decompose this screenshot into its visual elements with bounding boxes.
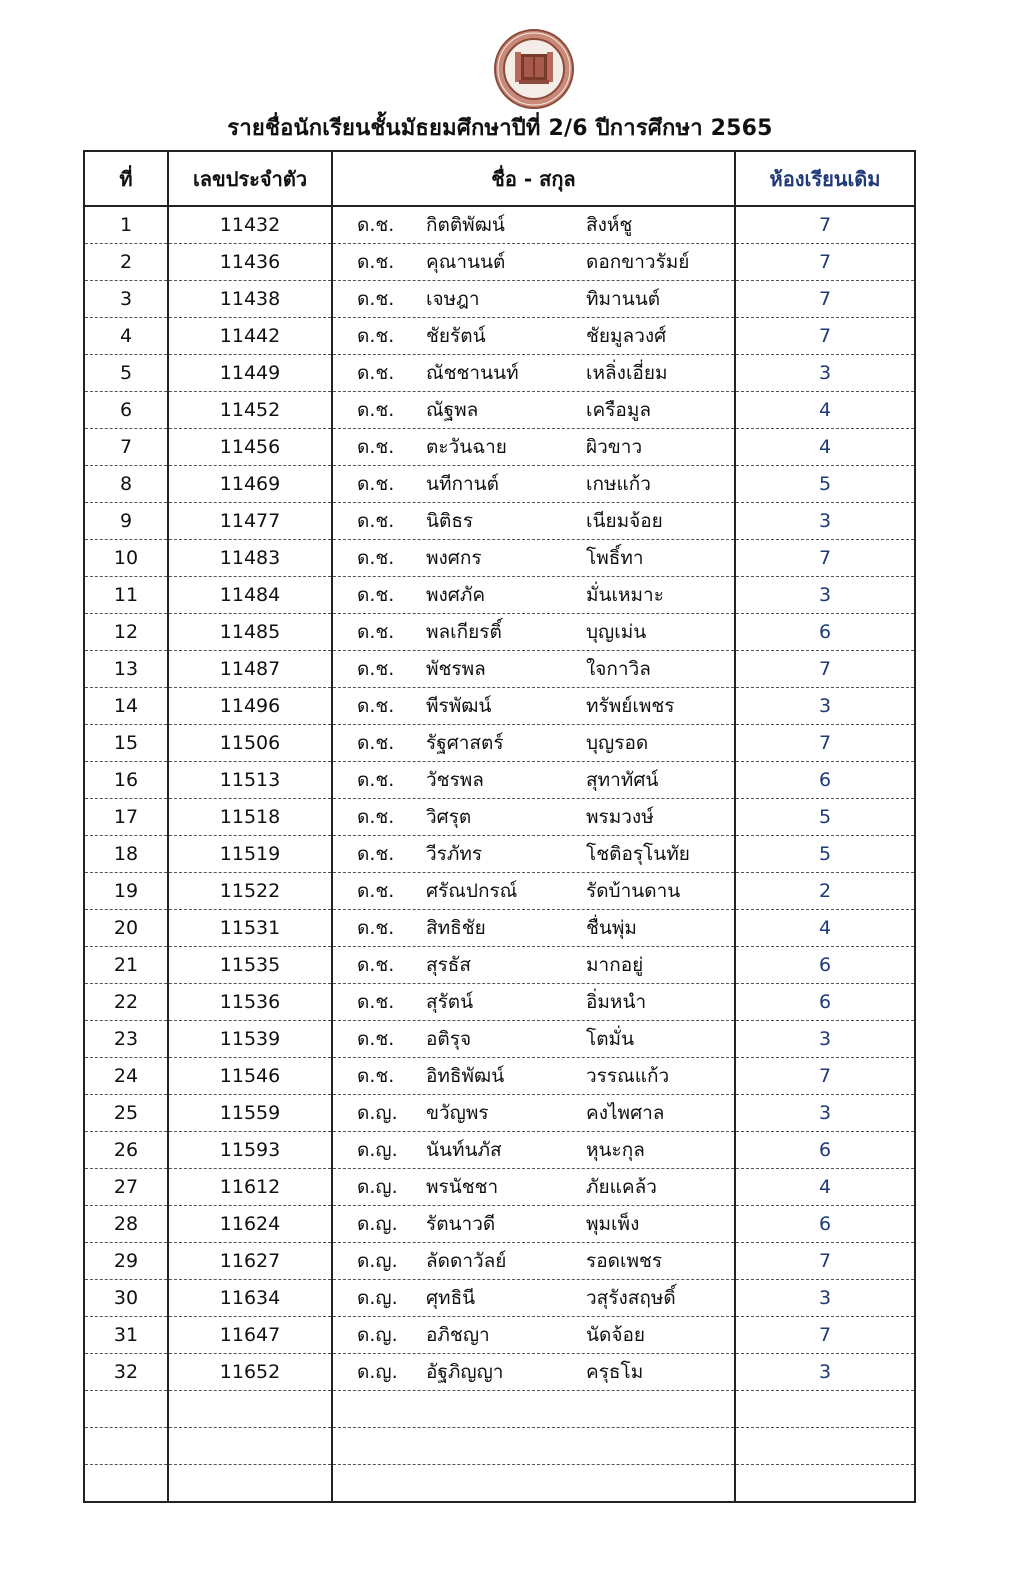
first-name: คุณานนต์	[426, 251, 506, 273]
first-name: สุรธัส	[426, 954, 471, 976]
last-name: พุมเพ็ง	[586, 1213, 640, 1235]
table-row	[84, 244, 915, 281]
last-name: วสุรังสฤษดิ์	[586, 1287, 676, 1309]
last-name: มากอยู่	[586, 954, 644, 976]
original-room: 7	[735, 540, 915, 577]
header-name: ชื่อ - สกุล	[332, 151, 735, 206]
name-prefix: ด.ช.	[357, 1065, 395, 1087]
original-room: 5	[735, 799, 915, 836]
student-id: 11452	[168, 392, 332, 429]
last-name: เครือมูล	[586, 399, 651, 421]
table-row	[84, 1206, 915, 1243]
first-name: นทีกานต์	[426, 473, 500, 495]
original-room: 4	[735, 910, 915, 947]
table-row	[84, 429, 915, 466]
last-name: หุนะกุล	[586, 1139, 645, 1161]
blank-row	[84, 1428, 915, 1465]
original-room: 7	[735, 725, 915, 762]
table-row	[84, 1169, 915, 1206]
name-prefix: ด.ช.	[357, 880, 395, 902]
last-name: สุทาทัศน์	[586, 769, 659, 791]
student-name	[332, 503, 735, 540]
name-prefix: ด.ช.	[357, 732, 395, 754]
student-name	[332, 244, 735, 281]
student-name	[332, 762, 735, 799]
original-room: 6	[735, 984, 915, 1021]
student-name	[332, 651, 735, 688]
original-room: 7	[735, 206, 915, 244]
student-id: 11485	[168, 614, 332, 651]
last-name: โพธิ์ทา	[586, 547, 644, 569]
original-room: 6	[735, 1206, 915, 1243]
student-id: 11483	[168, 540, 332, 577]
student-id: 11496	[168, 688, 332, 725]
first-name: อัฐภิญญา	[426, 1361, 504, 1383]
table-row	[84, 836, 915, 873]
last-name: ดอกขาวรัมย์	[586, 251, 690, 273]
original-room: 7	[735, 1317, 915, 1354]
name-prefix: ด.ญ.	[357, 1250, 398, 1272]
student-id: 11627	[168, 1243, 332, 1280]
row-number: 11	[84, 577, 168, 614]
student-id: 11518	[168, 799, 332, 836]
last-name: ครุธโม	[586, 1361, 644, 1383]
student-id: 11513	[168, 762, 332, 799]
table-row	[84, 1280, 915, 1317]
blank-cell	[84, 1465, 168, 1503]
name-prefix: ด.ช.	[357, 362, 395, 384]
last-name: นัดจ้อย	[586, 1324, 646, 1346]
student-name	[332, 206, 735, 244]
name-prefix: ด.ช.	[357, 288, 395, 310]
blank-cell	[332, 1465, 735, 1503]
first-name: สิทธิชัย	[426, 917, 486, 939]
blank-cell	[332, 1391, 735, 1428]
row-number: 7	[84, 429, 168, 466]
original-room: 6	[735, 1132, 915, 1169]
blank-cell	[168, 1391, 332, 1428]
student-id: 11519	[168, 836, 332, 873]
student-id: 11536	[168, 984, 332, 1021]
row-number: 12	[84, 614, 168, 651]
table-row	[84, 540, 915, 577]
name-prefix: ด.ช.	[357, 547, 395, 569]
student-name	[332, 318, 735, 355]
row-number: 22	[84, 984, 168, 1021]
row-number: 5	[84, 355, 168, 392]
blank-cell	[735, 1428, 915, 1465]
table-row	[84, 1058, 915, 1095]
row-number: 14	[84, 688, 168, 725]
table-row	[84, 614, 915, 651]
first-name: เจษฎา	[426, 288, 480, 310]
last-name: สิงห์ชู	[586, 214, 633, 236]
first-name: ศรัณปกรณ์	[426, 880, 518, 902]
original-room: 3	[735, 503, 915, 540]
last-name: โชติอรุโนทัย	[586, 843, 690, 865]
name-prefix: ด.ช.	[357, 399, 395, 421]
name-prefix: ด.ช.	[357, 214, 395, 236]
last-name: รัดบ้านดาน	[586, 880, 681, 902]
original-room: 4	[735, 1169, 915, 1206]
student-name	[332, 873, 735, 910]
table-row	[84, 799, 915, 836]
table-row	[84, 1095, 915, 1132]
row-number: 17	[84, 799, 168, 836]
row-number: 19	[84, 873, 168, 910]
last-name: ใจกาวิล	[586, 658, 651, 680]
student-name	[332, 281, 735, 318]
row-number: 3	[84, 281, 168, 318]
student-id: 11634	[168, 1280, 332, 1317]
table-row	[84, 725, 915, 762]
first-name: พลเกียรติ์	[426, 621, 502, 643]
table-row	[84, 1243, 915, 1280]
name-prefix: ด.ช.	[357, 917, 395, 939]
last-name: เหลิ่งเอี่ยม	[586, 362, 668, 384]
table-row	[84, 1132, 915, 1169]
table-row	[84, 1317, 915, 1354]
row-number: 20	[84, 910, 168, 947]
original-room: 2	[735, 873, 915, 910]
student-name	[332, 1132, 735, 1169]
last-name: ภัยแคล้ว	[586, 1176, 657, 1198]
student-name	[332, 910, 735, 947]
row-number: 28	[84, 1206, 168, 1243]
blank-cell	[168, 1465, 332, 1503]
student-name	[332, 984, 735, 1021]
row-number: 29	[84, 1243, 168, 1280]
student-id: 11449	[168, 355, 332, 392]
student-id: 11593	[168, 1132, 332, 1169]
original-room: 3	[735, 1280, 915, 1317]
student-name	[332, 540, 735, 577]
student-id: 11456	[168, 429, 332, 466]
last-name: อิ่มหนำ	[586, 991, 647, 1013]
student-id: 11647	[168, 1317, 332, 1354]
student-name	[332, 836, 735, 873]
row-number: 10	[84, 540, 168, 577]
name-prefix: ด.ช.	[357, 621, 395, 643]
original-room: 7	[735, 244, 915, 281]
row-number: 4	[84, 318, 168, 355]
name-prefix: ด.ช.	[357, 510, 395, 532]
first-name: ชัยรัตน์	[426, 325, 486, 347]
first-name: ศุทธินี	[426, 1287, 476, 1309]
table-row	[84, 577, 915, 614]
blank-cell	[84, 1428, 168, 1465]
student-id: 11438	[168, 281, 332, 318]
page-title: รายชื่อนักเรียนชั้นมัธยมศึกษาปีที่ 2/6 ปีการศึกษา 2565	[227, 116, 773, 141]
first-name: นิติธร	[426, 510, 474, 532]
first-name: กิตติพัฒน์	[426, 214, 505, 236]
first-name: วีรภัทร	[426, 843, 483, 865]
last-name: บุญรอด	[586, 732, 649, 754]
student-name	[332, 1354, 735, 1391]
original-room: 4	[735, 429, 915, 466]
name-prefix: ด.ญ.	[357, 1139, 398, 1161]
name-prefix: ด.ช.	[357, 769, 395, 791]
name-prefix: ด.ญ.	[357, 1361, 398, 1383]
row-number: 2	[84, 244, 168, 281]
original-room: 7	[735, 1058, 915, 1095]
last-name: เกษแก้ว	[586, 473, 651, 495]
original-room: 3	[735, 1095, 915, 1132]
row-number: 23	[84, 1021, 168, 1058]
student-id: 11436	[168, 244, 332, 281]
student-name	[332, 1169, 735, 1206]
school-logo	[493, 28, 575, 110]
table-row	[84, 688, 915, 725]
original-room: 6	[735, 762, 915, 799]
original-room: 7	[735, 651, 915, 688]
first-name: อิทธิพัฒน์	[426, 1065, 505, 1087]
last-name: ผิวขาว	[586, 436, 643, 458]
first-name: นันท์นภัส	[426, 1139, 502, 1161]
first-name: พัชรพล	[426, 658, 486, 680]
name-prefix: ด.ช.	[357, 991, 395, 1013]
student-id: 11469	[168, 466, 332, 503]
last-name: มั่นเหมาะ	[586, 584, 664, 606]
last-name: ชื่นพุ่ม	[586, 917, 637, 939]
student-id: 11559	[168, 1095, 332, 1132]
header-original-room: ห้องเรียนเดิม	[735, 151, 915, 206]
student-name	[332, 1058, 735, 1095]
header-number: ที่	[84, 151, 168, 206]
row-number: 26	[84, 1132, 168, 1169]
table-row	[84, 947, 915, 984]
blank-cell	[735, 1465, 915, 1503]
table-row	[84, 503, 915, 540]
last-name: ทิมานนต์	[586, 288, 661, 310]
table-row	[84, 873, 915, 910]
blank-row	[84, 1465, 915, 1503]
student-name	[332, 1317, 735, 1354]
last-name: เนียมจ้อย	[586, 510, 663, 532]
name-prefix: ด.ญ.	[357, 1213, 398, 1235]
last-name: รอดเพชร	[586, 1250, 663, 1272]
first-name: พงศภัค	[426, 584, 486, 606]
student-id: 11531	[168, 910, 332, 947]
first-name: อภิชญา	[426, 1324, 490, 1346]
row-number: 18	[84, 836, 168, 873]
row-number: 1	[84, 206, 168, 244]
first-name: วิศรุต	[426, 806, 472, 828]
name-prefix: ด.ญ.	[357, 1102, 398, 1124]
name-prefix: ด.ช.	[357, 251, 395, 273]
name-prefix: ด.ช.	[357, 954, 395, 976]
name-prefix: ด.ช.	[357, 1028, 395, 1050]
last-name: โตมั่น	[586, 1028, 635, 1050]
row-number: 6	[84, 392, 168, 429]
name-prefix: ด.ช.	[357, 843, 395, 865]
student-name	[332, 355, 735, 392]
name-prefix: ด.ช.	[357, 325, 395, 347]
student-name	[332, 429, 735, 466]
header-student-id: เลขประจำตัว	[168, 151, 332, 206]
first-name: ณัชชานนท์	[426, 362, 519, 384]
last-name: พรมวงษ์	[586, 806, 654, 828]
last-name: คงไพศาล	[586, 1102, 665, 1124]
student-name	[332, 392, 735, 429]
name-prefix: ด.ช.	[357, 806, 395, 828]
row-number: 13	[84, 651, 168, 688]
original-room: 3	[735, 355, 915, 392]
original-room: 7	[735, 1243, 915, 1280]
original-room: 6	[735, 614, 915, 651]
row-number: 24	[84, 1058, 168, 1095]
last-name: บุญเม่น	[586, 621, 647, 643]
first-name: ตะวันฉาย	[426, 436, 507, 458]
student-name	[332, 1280, 735, 1317]
first-name: อติรุจ	[426, 1028, 472, 1050]
first-name: พรนัชชา	[426, 1176, 499, 1198]
first-name: รัตนาวดี	[426, 1213, 496, 1235]
student-name	[332, 1206, 735, 1243]
student-id: 11612	[168, 1169, 332, 1206]
name-prefix: ด.ญ.	[357, 1324, 398, 1346]
first-name: ขวัญพร	[426, 1102, 489, 1124]
name-prefix: ด.ญ.	[357, 1176, 398, 1198]
first-name: วัชรพล	[426, 769, 484, 791]
name-prefix: ด.ช.	[357, 584, 395, 606]
first-name: พีรพัฒน์	[426, 695, 492, 717]
name-prefix: ด.ช.	[357, 436, 395, 458]
blank-cell	[735, 1391, 915, 1428]
table-row	[84, 466, 915, 503]
row-number: 21	[84, 947, 168, 984]
last-name: ทรัพย์เพชร	[586, 695, 675, 717]
last-name: วรรณแก้ว	[586, 1065, 670, 1087]
student-name	[332, 799, 735, 836]
first-name: ณัฐพล	[426, 399, 479, 421]
table-row	[84, 1354, 915, 1391]
student-id: 11535	[168, 947, 332, 984]
original-room: 4	[735, 392, 915, 429]
row-number: 15	[84, 725, 168, 762]
student-table	[83, 150, 916, 1503]
name-prefix: ด.ช.	[357, 695, 395, 717]
student-id: 11506	[168, 725, 332, 762]
original-room: 3	[735, 577, 915, 614]
first-name: รัฐศาสตร์	[426, 732, 504, 754]
first-name: พงศกร	[426, 547, 482, 569]
student-id: 11484	[168, 577, 332, 614]
table-row	[84, 318, 915, 355]
table-row	[84, 762, 915, 799]
table-row	[84, 1021, 915, 1058]
student-id: 11624	[168, 1206, 332, 1243]
original-room: 5	[735, 466, 915, 503]
student-name	[332, 466, 735, 503]
original-room: 5	[735, 836, 915, 873]
row-number: 27	[84, 1169, 168, 1206]
row-number: 16	[84, 762, 168, 799]
first-name: ลัดดาวัลย์	[426, 1250, 507, 1272]
blank-cell	[332, 1428, 735, 1465]
student-id: 11442	[168, 318, 332, 355]
first-name: สุรัตน์	[426, 991, 474, 1013]
student-name	[332, 1243, 735, 1280]
row-number: 9	[84, 503, 168, 540]
original-room: 3	[735, 1354, 915, 1391]
student-name	[332, 688, 735, 725]
student-id: 11546	[168, 1058, 332, 1095]
row-number: 31	[84, 1317, 168, 1354]
student-name	[332, 1095, 735, 1132]
name-prefix: ด.ญ.	[357, 1287, 398, 1309]
original-room: 7	[735, 318, 915, 355]
student-name	[332, 614, 735, 651]
student-name	[332, 725, 735, 762]
table-row	[84, 355, 915, 392]
blank-cell	[84, 1391, 168, 1428]
original-room: 6	[735, 947, 915, 984]
table-row	[84, 281, 915, 318]
table-row	[84, 910, 915, 947]
row-number: 30	[84, 1280, 168, 1317]
table-row	[84, 206, 915, 244]
last-name: ชัยมูลวงศ์	[586, 325, 667, 347]
student-name	[332, 947, 735, 984]
original-room: 3	[735, 1021, 915, 1058]
row-number: 8	[84, 466, 168, 503]
blank-cell	[168, 1428, 332, 1465]
name-prefix: ด.ช.	[357, 473, 395, 495]
student-id: 11652	[168, 1354, 332, 1391]
name-prefix: ด.ช.	[357, 658, 395, 680]
student-name	[332, 577, 735, 614]
row-number: 25	[84, 1095, 168, 1132]
student-id: 11432	[168, 206, 332, 244]
original-room: 7	[735, 281, 915, 318]
row-number: 32	[84, 1354, 168, 1391]
student-name	[332, 1021, 735, 1058]
table-row	[84, 392, 915, 429]
student-id: 11539	[168, 1021, 332, 1058]
table-header-row	[84, 151, 915, 206]
table-row	[84, 651, 915, 688]
blank-row	[84, 1391, 915, 1428]
student-id: 11477	[168, 503, 332, 540]
original-room: 3	[735, 688, 915, 725]
student-id: 11487	[168, 651, 332, 688]
student-id: 11522	[168, 873, 332, 910]
table-row	[84, 984, 915, 1021]
